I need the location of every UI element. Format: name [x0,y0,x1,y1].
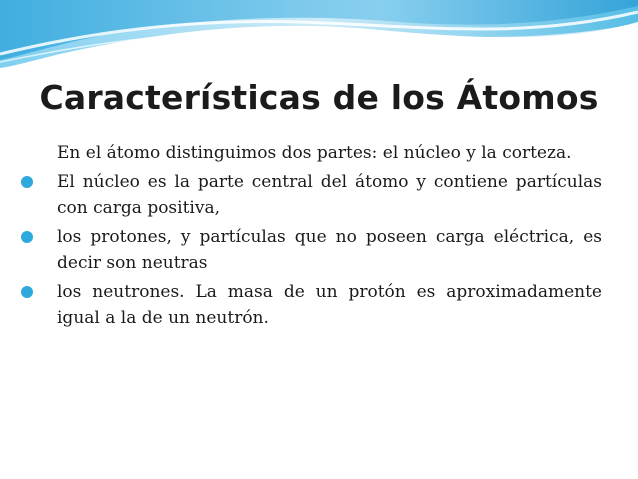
paragraph-text: El núcleo es la parte central del átomo y contiene partículas con carga positiva, [57,172,602,218]
paragraph-text: los neutrones. La masa de un protón es aproximadamente igual a la de un neutrón. [57,282,602,328]
bullet-dot-icon [21,286,33,298]
slide-body [20,140,602,334]
paragraph-text: En el átomo distinguimos dos partes: el núcleo y la corteza. [57,143,572,163]
bullet-item [20,224,602,276]
bullet-item [20,279,602,331]
intro-paragraph [20,140,602,166]
bullet-dot-icon [21,176,33,188]
bullet-dot-icon [21,231,33,243]
paragraph-text: los protones, y partículas que no poseen carga eléctrica, es decir son neutras [57,227,602,273]
decorative-wave-header [0,0,638,70]
slide-title: Características de los Átomos [39,78,599,117]
bullet-item [20,169,602,221]
